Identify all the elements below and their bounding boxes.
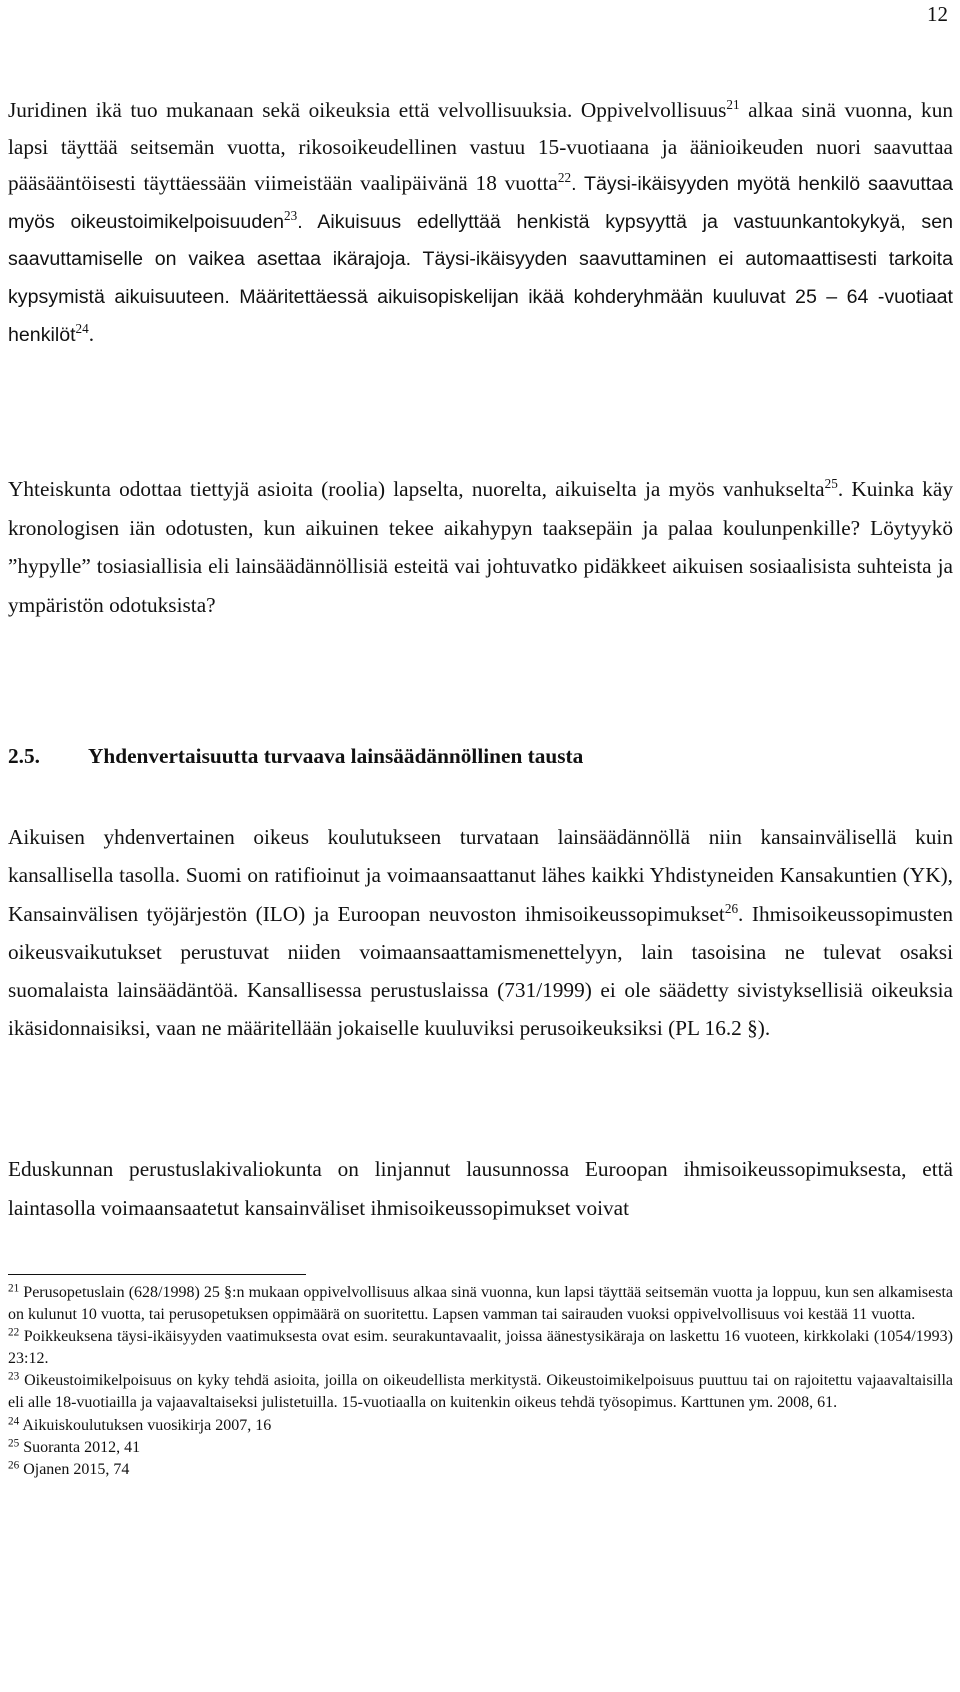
footnote-ref: 22 bbox=[557, 170, 572, 185]
footnote-26 bbox=[8, 1459, 953, 1481]
paragraph-text: . Ihmisoikeussopimusten oikeusvaikutukset perustuvat niiden voimaansaattamismenettelyyn, lain tasoisina ne tulevat osaksi suomalaista lainsäädäntöä. Kansallisessa perustuslaissa (731/1999) ei ole säädetty sivistyksellisiä oikeuksia ikäsidonnaisiksi, vaan ne määritellään jokaiselle kuuluviksi perusoikeuksiksi (PL 16.2 §). bbox=[8, 901, 953, 1041]
footnote-ref: 21 bbox=[726, 96, 740, 112]
footnote-text: Aikuiskoulutuksen vuosikirja 2007, 16 bbox=[22, 1416, 272, 1434]
footnote-text: Perusopetuslain (628/1998) 25 §:n mukaan oppivelvollisuus alkaa sinä vuonna, kun lapsi täyttää seitsemän vuotta ja loppuu, kun sen alkamisesta on kulunut 10 vuotta, tai perusopetuksen oppimäärä on suoritettu. Lapsen vamman tai sairauden vuoksi oppivelvollisuus voi kestää 11 vuotta. bbox=[8, 1284, 954, 1324]
footnote-ref: 24 bbox=[75, 320, 89, 336]
footnote-number: 26 bbox=[8, 1459, 20, 1472]
paragraph-text: . Aikuisuus edellyttää henkistä kypsyyttä ja vastuunkantokykyä, sen saavuttamiselle on vaikea asettaa ikärajoja. Täysi-ikäisyyden saavuttaminen ei automaattisesti tarkoita kypsymistä aikuisuuteen. Määritettäessä aikuisopiskelijan ikää kohderyhmään kuuluvat 25 – 64 -vuotiaat henkilöt bbox=[8, 210, 953, 346]
paragraph-text: . Täysi-ikäisyyden myötä henkilö saavuttaa myös oikeustoimikelpoisuuden bbox=[8, 173, 954, 233]
footnote-number: 23 bbox=[8, 1370, 20, 1383]
footnote-divider bbox=[8, 1274, 306, 1275]
footnote-21 bbox=[8, 1282, 953, 1326]
paragraph-text: Juridinen ikä tuo mukanaan sekä oikeuksia että velvollisuuksia. Oppivelvollisuus bbox=[8, 98, 727, 122]
paragraph-text: . Kuinka käy kronologisen iän odotusten, kun aikuinen tekee aikahypyn taaksepäin ja palaa koulunpenkille? Löytyykö ”hypylle” tosiasiallisia eli lainsäädännöllisiä esteitä vai johtuvatko pidäkkeet aikuisen sosiaalisista suhteista ja ympäristön odotuksista? bbox=[8, 477, 954, 617]
footnote-ref: 23 bbox=[284, 207, 298, 223]
footnote-number: 25 bbox=[8, 1437, 20, 1450]
section-heading bbox=[8, 744, 583, 769]
paragraph-equal-rights bbox=[8, 818, 953, 1048]
paragraph-text: Aikuisen yhdenvertainen oikeus koulutukseen turvataan lainsäädännöllä niin kansainvälisellä kuin kansallisella tasolla. Suomi on ratifioinut ja voimaansaattanut lähes kaikki Yhdistyneiden Kansakuntien (YK), Kansainvälisen työjärjestön (ILO) ja Euroopan neuvoston ihmisoikeussopimukset bbox=[8, 825, 953, 926]
page-number: 12 bbox=[927, 2, 948, 26]
footnote-number: 24 bbox=[8, 1414, 20, 1427]
section-number: 2.5. bbox=[8, 744, 40, 768]
paragraph-society-expectations bbox=[8, 470, 953, 624]
footnote-23 bbox=[8, 1370, 953, 1414]
paragraph-text: . bbox=[88, 321, 95, 346]
section-title: Yhdenvertaisuutta turvaava lainsäädännöllinen tausta bbox=[88, 744, 584, 768]
footnote-25 bbox=[8, 1437, 953, 1459]
footnote-ref: 25 bbox=[824, 475, 838, 491]
footnote-text: Poikkeuksena täysi-ikäisyyden vaatimuksesta ovat esim. seurakuntavaalit, joissa äänestysikäraja on laskettu 16 vuoteen, kirkkolaki (1054/1993) 23:12. bbox=[8, 1328, 953, 1368]
footnote-22 bbox=[8, 1326, 953, 1370]
footnotes bbox=[8, 1282, 953, 1481]
paragraph-text: Eduskunnan perustuslakivaliokunta on linjannut lausunnossa Euroopan ihmisoikeussopimuksesta, että laintasolla voimaansaatetut kansainväliset ihmisoikeussopimukset voivat bbox=[8, 1157, 953, 1220]
paragraph-text: alkaa sinä vuonna, kun lapsi täyttää seitsemän vuotta, rikosoikeudellinen vastuu 15-vuotiaana ja äänioikeuden nuori saavuttaa pääsääntöisesti täyttäessään viimeistään vaalipäivänä 18 vuotta bbox=[8, 98, 953, 196]
paragraph-text: Yhteiskunta odottaa tiettyjä asioita (roolia) lapselta, nuorelta, aikuiselta ja myös vanhukselta bbox=[8, 477, 825, 501]
footnote-24 bbox=[8, 1415, 953, 1437]
footnote-text: Ojanen 2015, 74 bbox=[23, 1460, 130, 1478]
footnote-number: 21 bbox=[8, 1282, 20, 1295]
footnote-number: 22 bbox=[8, 1326, 20, 1339]
paragraph-constitutional-committee bbox=[8, 1150, 953, 1227]
paragraph-juridical-age bbox=[8, 92, 953, 353]
footnote-ref: 26 bbox=[724, 900, 739, 916]
footnote-text: Oikeustoimikelpoisuus on kyky tehdä asioita, joilla on oikeudellista merkitystä. Oikeustoimikelpoisuus puuttuu tai on rajoitettu vajaavaltaisilla eli alle 18-vuotiailla ja vajaavaltaiseksi julistetuilla. 15-vuotiaalla on kuitenkin oikeus tehdä työsopimus. Karttunen ym. 2008, 61. bbox=[8, 1372, 954, 1412]
footnote-text: Suoranta 2012, 41 bbox=[23, 1438, 141, 1456]
